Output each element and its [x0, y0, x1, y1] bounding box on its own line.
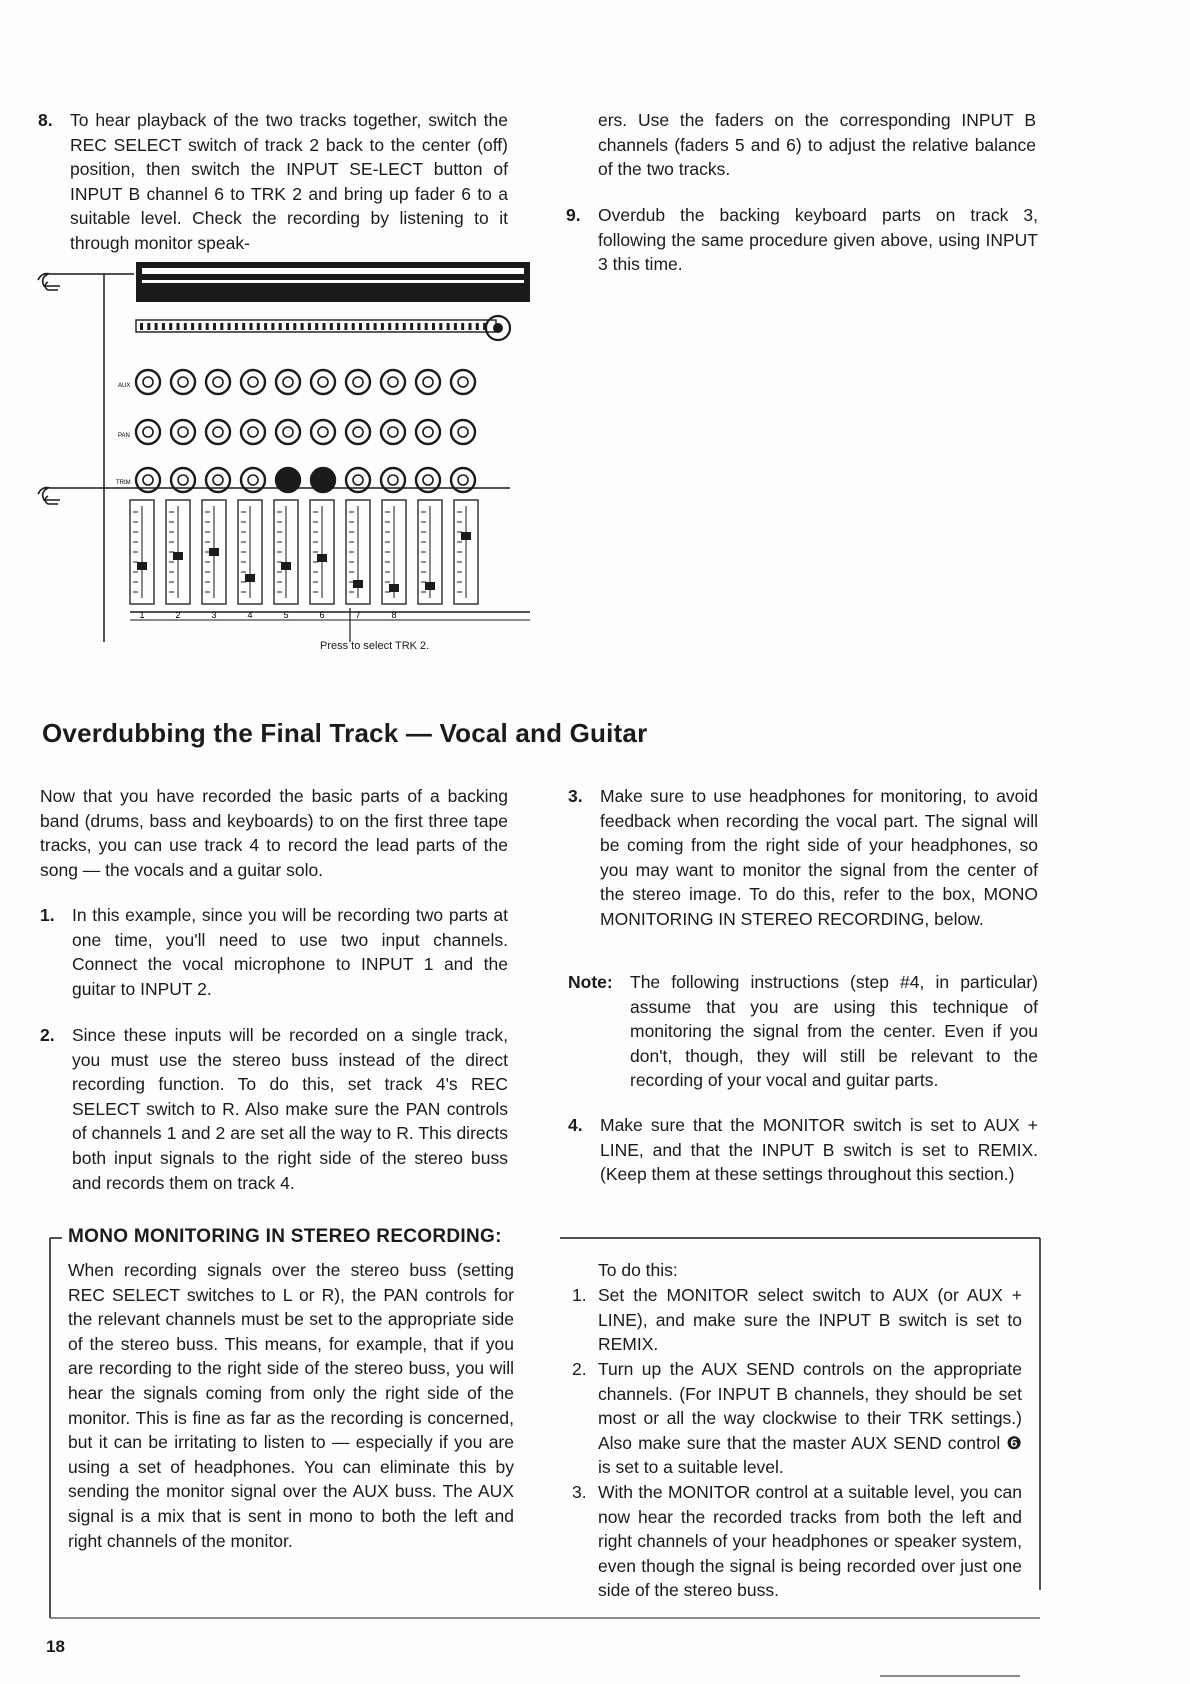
knob-icon: [381, 370, 405, 394]
step-text: Overdub the backing keyboard parts on track 3, following the same procedure given above, using INPUT 3 this time.: [598, 205, 1038, 275]
knob-icon: [136, 370, 160, 394]
knob-icon: [451, 370, 475, 394]
fader-icon: [382, 500, 406, 604]
knob-icon: [276, 370, 300, 394]
knob-icon: [171, 420, 195, 444]
channel-number: 6: [319, 610, 325, 620]
box-item-number: 3.: [572, 1482, 587, 1502]
figure-caption: Press to select TRK 2.: [320, 640, 430, 652]
step-number: 9.: [566, 205, 581, 225]
fader-icon: [346, 500, 370, 604]
note-text: The following instructions (step #4, in particular) assume that you are using this technique of monitoring the signal from the center. Even if you don't, though, they will still be relevant to the recording of your vocal and guitar parts.: [630, 972, 1038, 1091]
fader-icon: [310, 500, 334, 604]
channel-number: 5: [283, 610, 289, 620]
step-number: 1.: [40, 905, 55, 925]
fader-icon: [166, 500, 190, 604]
knob-icon: [276, 468, 300, 492]
box-item-number: 1.: [572, 1285, 587, 1305]
step-number: 3.: [568, 786, 583, 806]
channel-number: 4: [247, 610, 253, 620]
channel-number: 2: [175, 610, 181, 620]
note-label: Note:: [568, 972, 613, 992]
fader-icon: [238, 500, 262, 604]
knob-icon: [276, 420, 300, 444]
knob-icon: [311, 468, 335, 492]
step-text: To hear playback of the two tracks together, switch the REC SELECT switch of track 2 back to the center (off) position, then switch the INPUT SE-LECT button of INPUT B channel 6 to TRK 2 and bring up fader 6 to a suitable level. Check the recording by listening to it through monitor speak-: [70, 110, 508, 253]
channel-number: 1: [139, 610, 145, 620]
knob-icon: [416, 370, 440, 394]
knob-icon: [381, 420, 405, 444]
box-title: MONO MONITORING IN STEREO RECORDING:: [68, 1226, 508, 1248]
box-item-text: Turn up the AUX SEND controls on the appropriate channels. (For INPUT B channels, they should be set most or all the way clockwise to their TRK settings.) Also make sure that the master AUX SEND control ❻ is set to a suitable level.: [598, 1359, 1022, 1478]
mixer-figure: [30, 262, 550, 642]
step-text: Make sure to use headphones for monitoring, to avoid feedback when recording the vocal part. The signal will be coming from the right side of your headphones, so you may want to monitor the signal from the center of the stereo image. To do this, refer to the box, MONO MONITORING IN STEREO RECORDING, below.: [600, 786, 1038, 929]
step-number: 2.: [40, 1025, 55, 1045]
box-todo: To do this:: [598, 1260, 678, 1280]
row-label-trim: TRIM: [116, 480, 131, 486]
row-label-pan: PAN: [118, 433, 130, 439]
fader-icon: [274, 500, 298, 604]
box-item-text: Set the MONITOR select switch to AUX (or AUX + LINE), and make sure the INPUT B switch is set to REMIX.: [598, 1285, 1022, 1355]
page-number: 18: [46, 1637, 65, 1656]
step-text: In this example, since you will be recording two parts at one time, you'll need to use two input channels. Connect the vocal microphone to INPUT 1 and the guitar to INPUT 2.: [72, 905, 508, 999]
intro-paragraph: Now that you have recorded the basic parts of a backing band (drums, bass and keyboards) to on the first three tape tracks, you can use track 4 to record the lead parts of the song — the vocals and a guitar solo.: [40, 786, 508, 880]
pointing-hand-icon: [38, 274, 134, 290]
knob-icon: [311, 420, 335, 444]
knob-icon: [241, 370, 265, 394]
channel-number: 7: [355, 610, 361, 620]
knob-icon: [241, 420, 265, 444]
fader-icon: [418, 500, 442, 604]
knob-icon: [451, 420, 475, 444]
step-8-continuation: ers. Use the faders on the corresponding INPUT B channels (faders 5 and 6) to adjust the relative balance of the two tracks.: [598, 110, 1036, 180]
knob-icon: [346, 420, 370, 444]
section-heading: Overdubbing the Final Track — Vocal and Guitar: [42, 718, 648, 748]
knob-icon: [206, 370, 230, 394]
fader-icon: [202, 500, 226, 604]
box-item-text: With the MONITOR control at a suitable level, you can now hear the recorded tracks from both the left and right channels of your headphones or speaker system, even though the signal is being recorded over just one side of the stereo buss.: [598, 1482, 1022, 1601]
knob-icon: [311, 370, 335, 394]
channel-number: 8: [391, 610, 397, 620]
step-text: Since these inputs will be recorded on a single track, you must use the stereo buss instead of the direct recording function. To do this, set track 4's REC SELECT switch to R. Also make sure the PAN controls of channels 1 and 2 are set all the way to R. This directs both input signals to the right side of the stereo buss and records them on track 4.: [72, 1025, 508, 1193]
row-label-aux: AUX: [118, 383, 131, 389]
fader-icon: [454, 500, 478, 604]
step-text: Make sure that the MONITOR switch is set to AUX + LINE, and that the INPUT B switch is set to REMIX. (Keep them at these settings throughout this section.): [600, 1115, 1038, 1185]
fader-icon: [130, 500, 154, 604]
knob-icon: [171, 370, 195, 394]
knob-icon: [346, 370, 370, 394]
knob-icon: [206, 420, 230, 444]
knob-icon: [136, 420, 160, 444]
knob-icon: [416, 420, 440, 444]
step-number: 4.: [568, 1115, 583, 1135]
channel-number: 3: [211, 610, 217, 620]
step-number: 8.: [38, 110, 53, 130]
box-left-text: When recording signals over the stereo buss (setting REC SELECT switches to L or R), the PAN controls for the relevant channels must be set to the appropriate side of the stereo buss. This means, for example, that if you are recording to the right side of the stereo buss, you will hear the signals coming from only the right side of the monitor. This is fine as far as the recording is concerned, but it can be irritating to listen to — especially if you are using a set of headphones. You can eliminate this by sending the monitor signal over the AUX buss. The AUX signal is a mix that is sent in mono to both the left and right channels of the monitor.: [68, 1260, 514, 1551]
box-item-number: 2.: [572, 1359, 587, 1379]
